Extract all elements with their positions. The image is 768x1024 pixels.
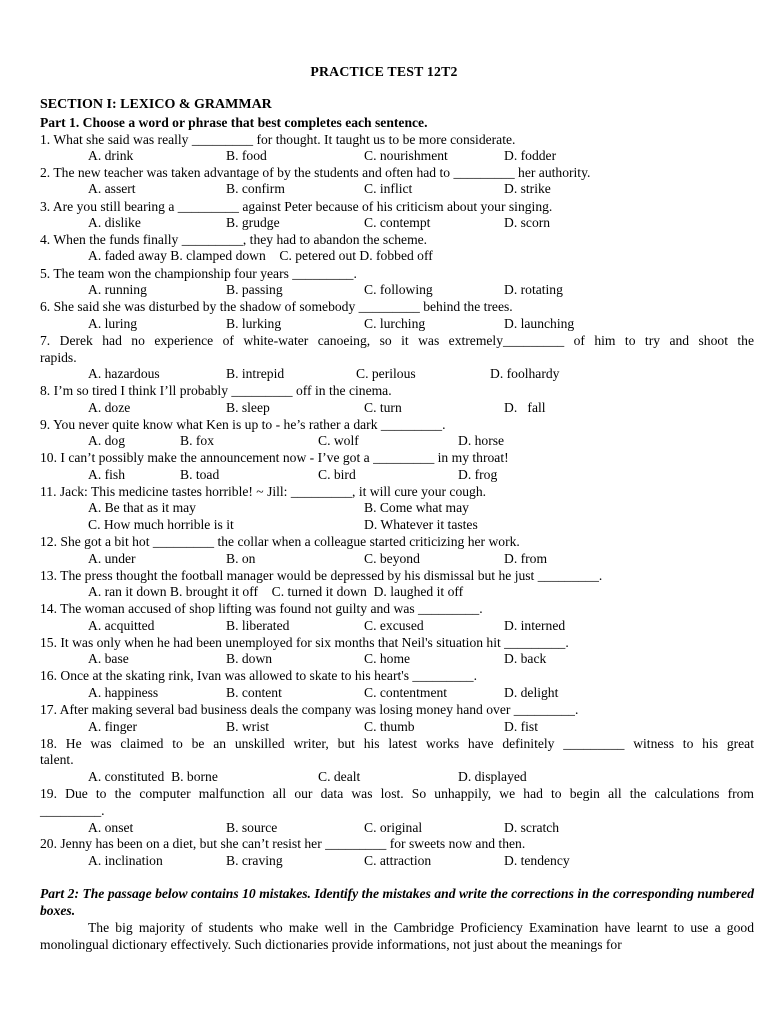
question-15-stem: 15. It was only when he had been unemployed for six months that Neil's situation hit _________. [40,635,569,650]
question-11-option-b: B. Come what may [364,500,469,515]
question-2-option-b: B. confirm [226,181,285,196]
question-19-option-a: A. onset [88,820,134,835]
question-16-option-d: D. delight [504,685,559,700]
question-3-stem: 3. Are you still bearing a _________ against Peter because of his criticism about your singing. [40,199,553,214]
question-7-option-b: B. intrepid [226,366,285,381]
question-14-option-d: D. interned [504,618,566,633]
question-19-option-d: D. scratch [504,820,560,835]
question-1-option-b: B. food [226,148,267,163]
question-8-option-a: A. doze [88,400,131,415]
question-18-stem-line1: 18. He was claimed to be an unskilled writer, but his latest works have definitely _________ witness to his great [40,736,754,751]
question-14-option-b: B. liberated [226,618,290,633]
question-12-option-b: B. on [226,551,256,566]
question-17-option-c: C. thumb [364,719,415,734]
question-10-option-c: C. bird [318,467,356,482]
question-6-option-d: D. launching [504,316,575,331]
question-9-option-c: C. wolf [318,433,359,448]
question-9-option-b: B. fox [180,433,214,448]
question-5-stem: 5. The team won the championship four years _________. [40,266,357,281]
question-3-option-c: C. contempt [364,215,431,230]
question-16-option-a: A. happiness [88,685,159,700]
section-heading: SECTION I: LEXICO & GRAMMAR [40,97,272,112]
question-5-option-c: C. following [364,282,433,297]
question-20-option-a: A. inclination [88,853,163,868]
question-20-stem: 20. Jenny has been on a diet, but she can’t resist her _________ for sweets now and then. [40,836,526,851]
question-10-option-d: D. frog [458,467,498,482]
question-18-option-d: D. displayed [458,769,527,784]
question-7-stem-line2: rapids. [40,350,77,365]
question-4-options: A. faded away B. clamped down C. petered out D. fobbed off [88,248,433,263]
part1-heading: Part 1. Choose a word or phrase that best completes each sentence. [40,115,428,130]
question-17-option-a: A. finger [88,719,138,734]
question-14-stem: 14. The woman accused of shop lifting was found not guilty and was _________. [40,601,483,616]
question-12-stem: 12. She got a bit hot _________ the collar when a colleague started criticizing her work. [40,534,520,549]
question-15-option-a: A. base [88,651,129,666]
question-20-option-b: B. craving [226,853,283,868]
question-2-option-c: C. inflict [364,181,413,196]
question-2-stem: 2. The new teacher was taken advantage of by the students and often had to _________ her authority. [40,165,591,180]
question-19-stem-line1: 19. Due to the computer malfunction all our data was lost. So unhappily, we had to begin all the calculations from [40,786,754,801]
question-12-option-d: D. from [504,551,548,566]
question-1-option-a: A. drink [88,148,134,163]
question-5-option-b: B. passing [226,282,283,297]
question-19-option-b: B. source [226,820,278,835]
question-14-option-c: C. excused [364,618,424,633]
question-16-option-c: C. contentment [364,685,448,700]
question-9-stem: 9. You never quite know what Ken is up to - he’s rather a dark _________. [40,417,446,432]
question-15-option-c: C. home [364,651,411,666]
question-5-option-d: D. rotating [504,282,563,297]
question-15-option-d: D. back [504,651,547,666]
question-4-stem: 4. When the funds finally _________, they had to abandon the scheme. [40,232,428,247]
question-3-option-b: B. grudge [226,215,280,230]
part2-heading: Part 2: The passage below contains 10 mistakes. Identify the mistakes and write the corrections in the corresponding numbered boxes. [40,886,754,918]
question-18-option-c: C. dealt [318,769,361,784]
question-6-option-a: A. luring [88,316,138,331]
question-17-option-b: B. wrist [226,719,270,734]
question-6-option-b: B. lurking [226,316,282,331]
question-8-option-d: D. fall [504,400,546,415]
question-11-stem: 11. Jack: This medicine tastes horrible! ~ Jill: _________, it will cure your cough. [40,484,487,499]
passage-text: The big majority of students who make well in the Cambridge Proficiency Examination have learnt to use a good monolingual dictionary effectively. Such dictionaries provide informations, not just about the meanings for [40,920,754,952]
question-8-stem: 8. I’m so tired I think I’ll probably _________ off in the cinema. [40,383,392,398]
question-18-stem-line2: talent. [40,752,74,767]
question-10-option-a: A. fish [88,467,126,482]
question-11-option-d: D. Whatever it tastes [364,517,478,532]
question-6-stem: 6. She said she was disturbed by the shadow of somebody _________ behind the trees. [40,299,513,314]
question-20-option-d: D. tendency [504,853,570,868]
question-7-option-c: C. perilous [356,366,416,381]
question-8-option-c: C. turn [364,400,402,415]
question-16-option-b: B. content [226,685,282,700]
question-3-option-a: A. dislike [88,215,141,230]
question-13-stem: 13. The press thought the football manager would be depressed by his dismissal but he just _________. [40,568,603,583]
question-10-stem: 10. I can’t possibly make the announcement now - I’ve got a _________ in my throat! [40,450,509,465]
question-11-option-a: A. Be that as it may [88,500,196,515]
question-7-option-a: A. hazardous [88,366,160,381]
question-19-option-c: C. original [364,820,423,835]
question-16-stem: 16. Once at the skating rink, Ivan was allowed to skate to his heart's _________. [40,668,477,683]
page-title: PRACTICE TEST 12T2 [310,64,458,79]
question-2-option-d: D. strike [504,181,551,196]
question-20-option-c: C. attraction [364,853,432,868]
question-9-option-a: A. dog [88,433,126,448]
question-9-option-d: D. horse [458,433,505,448]
question-7-option-d: D. foolhardy [490,366,560,381]
question-3-option-d: D. scorn [504,215,551,230]
question-1-option-c: C. nourishment [364,148,448,163]
question-19-stem-line2: _________. [40,803,105,818]
question-2-option-a: A. assert [88,181,136,196]
question-1-stem: 1. What she said was really _________ for thought. It taught us to be more considerate. [40,132,516,147]
question-12-option-a: A. under [88,551,136,566]
question-10-option-b: B. toad [180,467,220,482]
question-18-option-ab: A. constituted B. borne [88,769,218,784]
question-11-option-c: C. How much horrible is it [88,517,234,532]
passage-paragraph [40,920,754,954]
question-17-stem: 17. After making several bad business deals the company was losing money hand over _________. [40,702,579,717]
question-17-option-d: D. fist [504,719,538,734]
question-7-stem-line1: 7. Derek had no experience of white-water canoeing, so it was extremely_________ of him to try and shoot the [40,333,754,348]
question-1-option-d: D. fodder [504,148,557,163]
question-8-option-b: B. sleep [226,400,270,415]
question-12-option-c: C. beyond [364,551,420,566]
question-13-options: A. ran it down B. brought it off C. turned it down D. laughed it off [88,584,464,599]
question-5-option-a: A. running [88,282,147,297]
question-14-option-a: A. acquitted [88,618,155,633]
question-15-option-b: B. down [226,651,273,666]
question-6-option-c: C. lurching [364,316,426,331]
